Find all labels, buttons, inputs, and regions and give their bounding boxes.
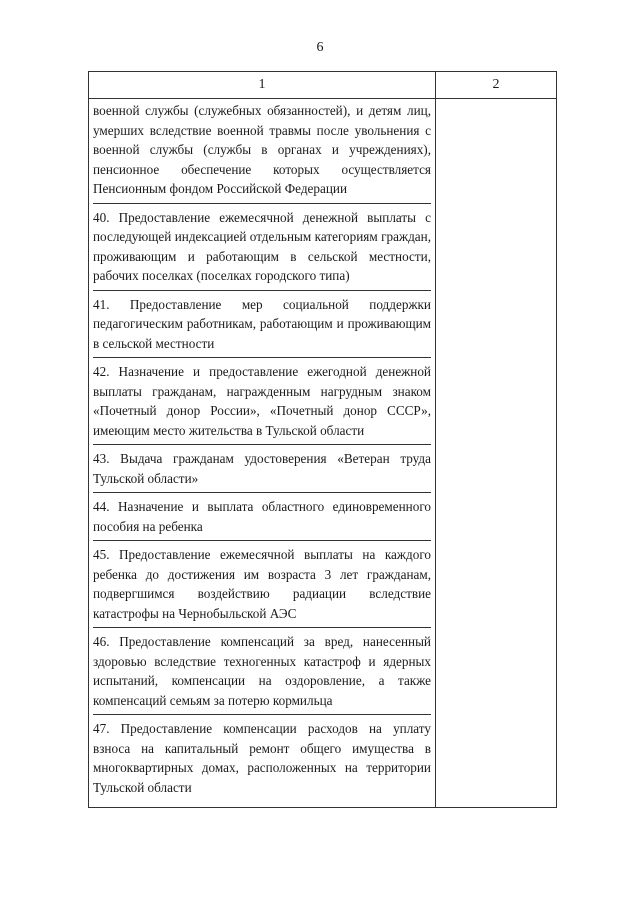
entry-continuation: военной службы (служебных обязанностей), и детям лиц, умерших вследствие военной травмы после увольнения с военной службы (службы в органах и учреждениях), пенсионное обеспечение которых осуществляется Пенсионным фондом Российской Федерации [93, 101, 431, 204]
table-row [89, 99, 557, 808]
entry-44: 44. Назначение и выплата областного единовременного пособия на ребенка [93, 493, 431, 541]
entries-column [89, 99, 436, 808]
services-table [88, 71, 557, 808]
entry-43: 43. Выдача гражданам удостоверения «Ветеран труда Тульской области» [93, 445, 431, 493]
page-number: 6 [316, 40, 324, 55]
entry-40: 40. Предоставление ежемесячной денежной выплаты с последующей индексацией отдельным категориям граждан, проживающим и работающим в сельской местности, рабочих поселках (поселках городского типа) [93, 204, 431, 291]
empty-column-2 [436, 99, 557, 808]
entry-45: 45. Предоставление ежемесячной выплаты на каждого ребенка до достижения им возраста 3 лет гражданам, подвергшимся воздействию радиации вследствие катастрофы на Чернобыльской АЭС [93, 541, 431, 628]
entry-46: 46. Предоставление компенсаций за вред, нанесенный здоровью вследствие техногенных катастроф и ядерных испытаний, компенсации на оздоровление, а также компенсаций семьям за потерю кормильца [93, 628, 431, 715]
entry-41: 41. Предоставление мер социальной поддержки педагогическим работникам, работающим и проживающим в сельской местности [93, 291, 431, 359]
column-header-2: 2 [436, 72, 557, 99]
column-header-1: 1 [89, 72, 436, 99]
table-header-row [89, 72, 557, 99]
entry-47: 47. Предоставление компенсации расходов на уплату взноса на капитальный ремонт общего имущества в многоквартирных домах, расположенных на территории Тульской области [93, 721, 431, 795]
entry-42: 42. Назначение и предоставление ежегодной денежной выплаты гражданам, награжденным нагрудным знаком «Почетный донор России», «Почетный донор СССР», имеющим место жительства в Тульской области [93, 358, 431, 445]
